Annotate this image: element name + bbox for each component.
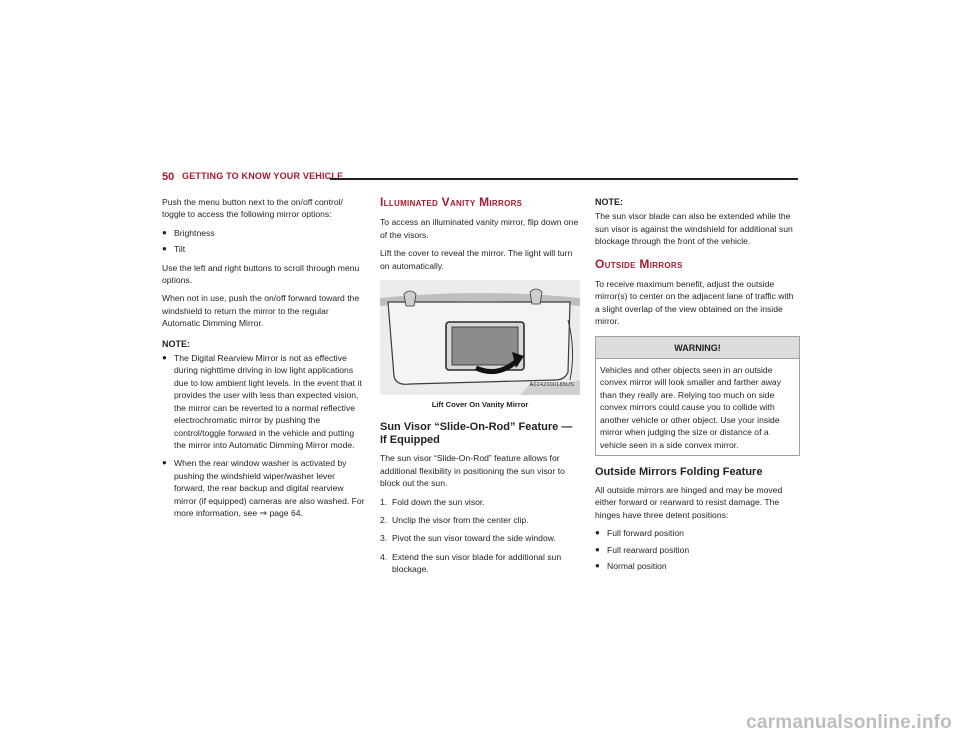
step-number: 4. bbox=[380, 551, 388, 562]
step-number: 1. bbox=[380, 496, 388, 507]
note-paragraph: The sun visor blade can also be extended while the sun visor is against the windshield for additional sun blockage through the front of the vehicle. bbox=[595, 211, 793, 247]
list-item bbox=[380, 496, 580, 508]
step-number: 3. bbox=[380, 533, 388, 544]
note-label: NOTE: bbox=[595, 197, 623, 207]
subheading-folding-feature: Outside Mirrors Folding Feature bbox=[595, 465, 763, 478]
list-item: ● The Digital Rearview Mirror is not as effective during nighttime driving in low light applications due to low ambient light levels. In the event that it provides the user with less than expected vision, the mirror can be reverted to a normal reflective electrochromatic mirror by pushing the control/toggle forward in the vehicle and putting the mirror into Automatic Dimming Mirror mode. bbox=[162, 352, 367, 451]
step-text: Extend the sun visor blade for additional sun blockage. bbox=[392, 551, 562, 575]
folding-paragraph: All outside mirrors are hinged and may be moved either forward or rearward to resist damage. The hinges have three detent positions: bbox=[595, 484, 783, 520]
reference-arrow-icon: ⇒ bbox=[259, 507, 268, 518]
list-item bbox=[380, 551, 580, 576]
scroll-paragraph: Use the left and right buttons to scroll through menu options. bbox=[162, 262, 360, 286]
slide-on-rod-paragraph: The sun visor “Slide-On-Rod” feature allows for additional flexibility in positioning the sun visor to block out the sun. bbox=[380, 453, 565, 489]
page-reference-link[interactable]: page 64. bbox=[269, 507, 303, 518]
list-item: ● Tilt bbox=[162, 243, 367, 255]
warning-box bbox=[595, 336, 800, 456]
return-paragraph: When not in use, push the on/off forward toward the windshield to return the mirror to the regular Automatic Dimming Mirror. bbox=[162, 293, 360, 329]
figure-id: A0242000185US bbox=[529, 381, 574, 388]
subheading-slide-on-rod: Sun Visor “Slide-On-Rod” Feature — If Equipped bbox=[380, 421, 573, 447]
list-item: ● Brightness bbox=[162, 227, 367, 239]
running-title: GETTING TO KNOW YOUR VEHICLE bbox=[182, 171, 344, 181]
section-heading-outside-mirrors: Outside Mirrors bbox=[595, 256, 683, 271]
outside-mirrors-paragraph: To receive maximum benefit, adjust the outside mirror(s) to center on the adjacent lane of traffic with a slight overlap of the view obtained on the inside mirror. bbox=[595, 279, 794, 327]
warning-text: Vehicles and other objects seen in an outside convex mirror will look smaller and farther away than they really are. Relying too much on side convex mirrors could cause you to collide with another vehicle or other object. Use your inside mirror when judging the size or distance of a vehicle seen in a side convex mirror. bbox=[600, 365, 782, 450]
site-watermark: carmanualsonline.info bbox=[746, 712, 952, 733]
mirror-options-list bbox=[162, 227, 367, 256]
column-left bbox=[162, 196, 367, 525]
note-text: When the rear window washer is activated by pushing the windshield wiper/washer lever forward, the rear backup and digital rearview mirror (if equipped) cameras are also washed. For more information, see bbox=[174, 458, 365, 518]
section-heading-vanity-mirrors: Illuminated Vanity Mirrors bbox=[380, 195, 523, 209]
list-item: ● Normal position bbox=[595, 560, 800, 572]
vanity-paragraph-2: Lift the cover to reveal the mirror. The light will turn on automatically. bbox=[380, 248, 573, 271]
detent-positions-list bbox=[595, 527, 800, 572]
step-text: Pivot the sun visor toward the side window. bbox=[392, 533, 556, 544]
notes-list bbox=[162, 352, 367, 519]
steps-list bbox=[380, 496, 580, 576]
note-label: NOTE: bbox=[162, 338, 190, 349]
column-right bbox=[595, 196, 800, 578]
list-item bbox=[380, 514, 580, 526]
list-item bbox=[162, 457, 367, 519]
warning-title: WARNING! bbox=[596, 337, 799, 359]
step-text: Unclip the visor from the center clip. bbox=[392, 515, 529, 526]
step-text: Fold down the sun visor. bbox=[392, 496, 485, 507]
page-number: 50 bbox=[162, 171, 175, 183]
page-header bbox=[162, 171, 798, 185]
vanity-paragraph-1: To access an illuminated vanity mirror, flip down one of the visors. bbox=[380, 217, 579, 240]
list-item bbox=[380, 532, 580, 544]
header-rule bbox=[330, 178, 798, 180]
list-item: ● Full rearward position bbox=[595, 544, 800, 556]
list-item: ● Full forward position bbox=[595, 527, 800, 539]
intro-paragraph: Push the menu button next to the on/off control/ toggle to access the following mirror options: bbox=[162, 197, 343, 220]
figure-caption: Lift Cover On Vanity Mirror bbox=[431, 400, 529, 410]
column-middle bbox=[380, 196, 580, 582]
vanity-mirror-figure bbox=[380, 280, 580, 395]
step-number: 2. bbox=[380, 515, 388, 526]
